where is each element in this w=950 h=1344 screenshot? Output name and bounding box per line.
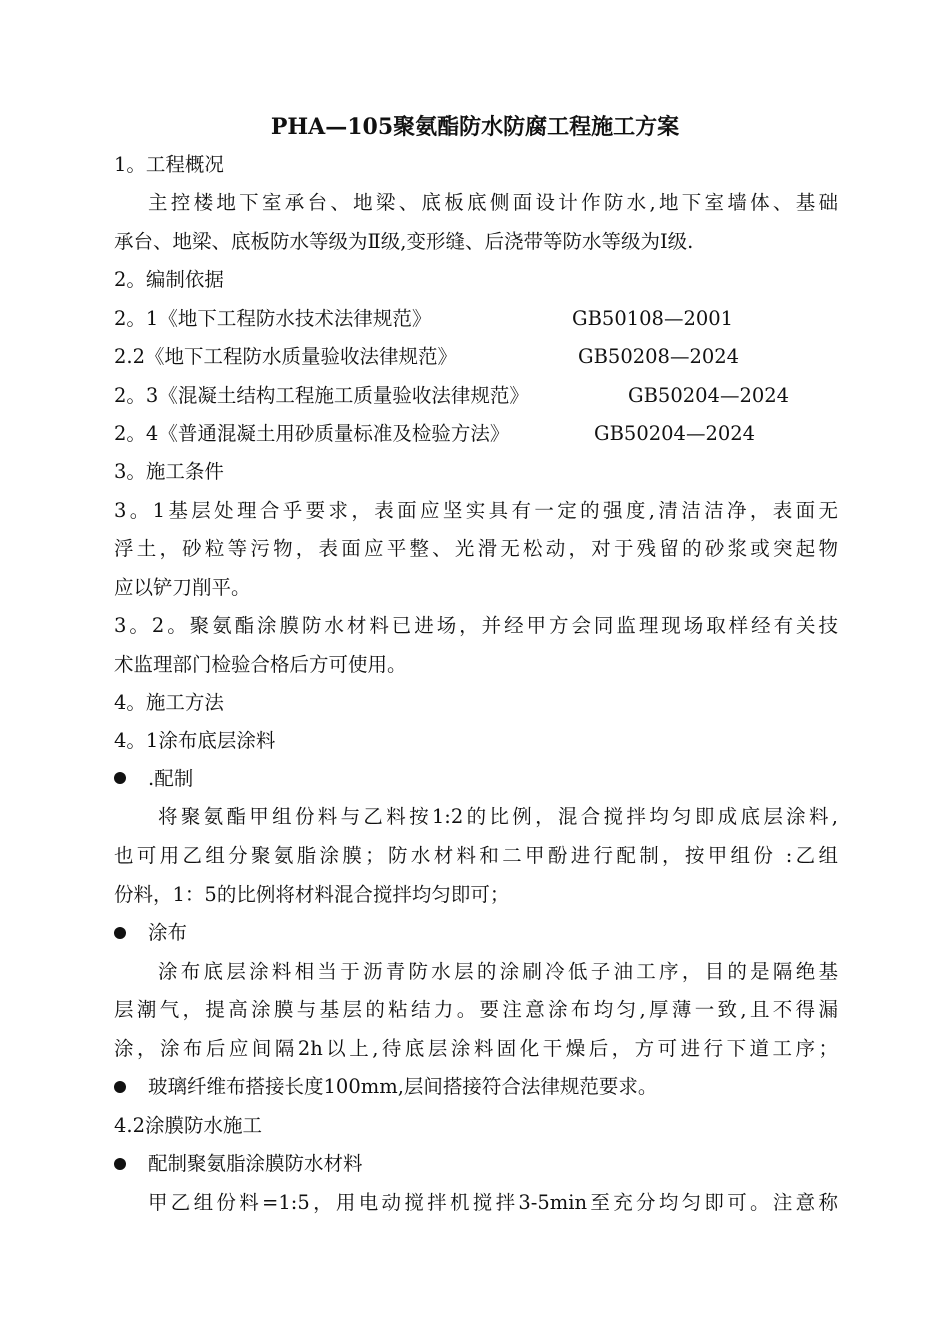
paragraph-line: 主控楼地下室承台、地梁、底板底侧面设计作防水,地下室墙体、基础 [148,191,838,214]
paragraph-line: 承台、地梁、底板防水等级为Ⅱ级,变形缝、后浇带等防水等级为Ⅰ级. [114,230,694,253]
section-heading-2: 2。编制依据 [114,268,224,291]
paragraph-line: 3。2。聚氨酯涂膜防水材料已进场，并经甲方会同监理现场取样经有关技 [114,614,838,637]
paragraph-line: 将聚氨酯甲组份料与乙料按1:2的比例，混合搅拌均匀即成底层涂料, [158,805,838,828]
paragraph-line: 术监理部门检验合格后方可使用。 [114,653,407,676]
paragraph-line: 应以铲刀削平。 [114,576,251,599]
standard-code: GB50204—2024 [628,384,790,407]
bullet-icon [114,1158,126,1170]
paragraph-line: 也可用乙组分聚氨脂涂膜；防水材料和二甲酚进行配制，按甲组份 :乙组 [114,844,838,867]
reference-item: 2。3《混凝土结构工程施工质量验收法律规范》 [114,384,529,407]
standard-code: GB50204—2024 [594,422,756,445]
paragraph-line: 涂，涂布后应间隔2h以上,待底层涂料固化干燥后，方可进行下道工序； [114,1037,838,1060]
document-title: PHA—105聚氨酯防水防腐工程施工方案 [270,114,680,140]
reference-item: 2.2《地下工程防水质量验收法律规范》 [114,345,458,368]
section-heading-1: 1。工程概况 [114,153,224,176]
paragraph-line: 3。1基层处理合乎要求，表面应坚实具有一定的强度,清洁洁净，表面无 [114,499,838,522]
reference-item: 2。1《地下工程防水技术法律规范》 [114,307,432,330]
section-heading-4: 4。施工方法 [114,691,224,714]
bullet-label: 涂布 [148,921,188,944]
paragraph-line: 份料，1：5的比例将材料混合搅拌均匀即可； [114,883,510,906]
bullet-icon [114,772,126,784]
paragraph-line: 浮土，砂粒等污物，表面应平整、光滑无松动，对于残留的砂浆或突起物 [114,537,838,560]
paragraph-line: 涂布底层涂料相当于沥青防水层的涂刷冷低子油工序，目的是隔绝基 [158,960,838,983]
bullet-label: 配制聚氨脂涂膜防水材料 [148,1152,363,1175]
bullet-icon [114,1081,126,1093]
reference-item: 2。4《普通混凝土用砂质量标准及检验方法》 [114,422,510,445]
bullet-label: 玻璃纤维布搭接长度100mm,层间搭接符合法律规范要求。 [148,1075,658,1098]
bullet-icon [114,927,126,939]
standard-code: GB50208—2024 [578,345,740,368]
standard-code: GB50108—2001 [572,307,734,330]
paragraph-line: 甲乙组份料=1:5，用电动搅拌机搅拌3-5min至充分均匀即可。注意称 [148,1191,838,1214]
bullet-label: .配制 [148,767,194,790]
subsection-heading: 4。1涂布底层涂料 [114,729,276,752]
subsection-heading: 4.2涂膜防水施工 [114,1114,263,1137]
paragraph-line: 层潮气，提高涂膜与基层的粘结力。要注意涂布均匀,厚薄一致,且不得漏 [114,998,838,1021]
section-heading-3: 3。施工条件 [114,460,224,483]
